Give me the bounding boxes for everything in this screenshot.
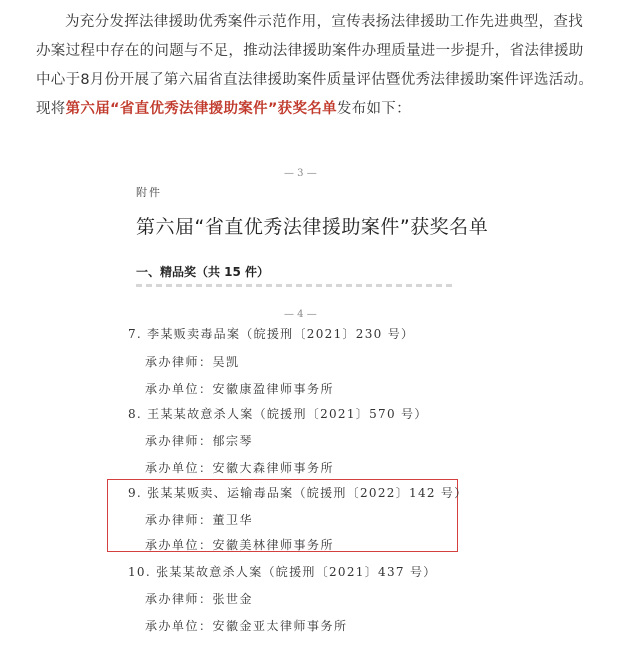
lawyer-label: 承办律师：	[145, 592, 213, 606]
case-title: 8. 王某某故意杀人案（皖援刑〔2021〕570 号）	[128, 407, 428, 421]
case-unit	[145, 459, 334, 476]
lawyer-name: 张世金	[212, 592, 254, 606]
lawyer-label: 承办律师：	[145, 355, 213, 369]
case-unit	[145, 380, 334, 397]
lawyer-name: 董卫华	[212, 513, 254, 527]
unit-label: 承办单位：	[145, 538, 213, 552]
page-number-3: — 3 —	[284, 168, 317, 179]
unit-label: 承办单位：	[145, 619, 213, 633]
section-heading: 一、精品奖（共 15 件）	[136, 265, 270, 279]
cut-off-text-line	[136, 284, 456, 287]
unit-name: 安徽美林律师事务所	[212, 538, 335, 552]
case-lawyer	[145, 590, 253, 607]
case-unit	[145, 536, 334, 553]
case-title: 7. 李某贩卖毒品案（皖援刑〔2021〕230 号）	[128, 327, 415, 341]
lawyer-name: 郁宗琴	[212, 434, 254, 448]
case-lawyer	[145, 511, 253, 528]
unit-name: 安徽金亚太律师事务所	[212, 619, 348, 633]
intro-text-part2: 发布如下：	[336, 101, 411, 117]
intro-highlight: 第六届“省直优秀法律援助案件”获奖名单	[65, 101, 337, 117]
case-lawyer	[145, 432, 253, 449]
case-unit	[145, 617, 348, 634]
case-title: 9. 张某某贩卖、运输毒品案（皖援刑〔2022〕142 号）	[128, 486, 468, 500]
intro-paragraph	[36, 8, 596, 124]
case-lawyer	[145, 353, 240, 370]
attachment-label: 附件	[136, 186, 162, 199]
lawyer-label: 承办律师：	[145, 513, 213, 527]
intro-text-part1: 为充分发挥法律援助优秀案件示范作用，宣传表扬法律援助工作先进典型，查找办案过程中存在的问题与不足，推动法律援助案件办理质量进一步提升，省法律援助中心于8月份开展了第六届省直法律援助案件质量评估暨优秀法律援助案件评选活动。现将	[36, 14, 594, 117]
page-number-4: — 4 —	[284, 309, 317, 320]
unit-name: 安徽康盈律师事务所	[212, 382, 335, 396]
document-title: 第六届“省直优秀法律援助案件”获奖名单	[136, 216, 489, 238]
unit-name: 安徽大森律师事务所	[212, 461, 335, 475]
unit-label: 承办单位：	[145, 461, 213, 475]
case-title: 10. 张某某故意杀人案（皖援刑〔2021〕437 号）	[128, 565, 437, 579]
lawyer-name: 吴凯	[212, 355, 240, 369]
lawyer-label: 承办律师：	[145, 434, 213, 448]
unit-label: 承办单位：	[145, 382, 213, 396]
